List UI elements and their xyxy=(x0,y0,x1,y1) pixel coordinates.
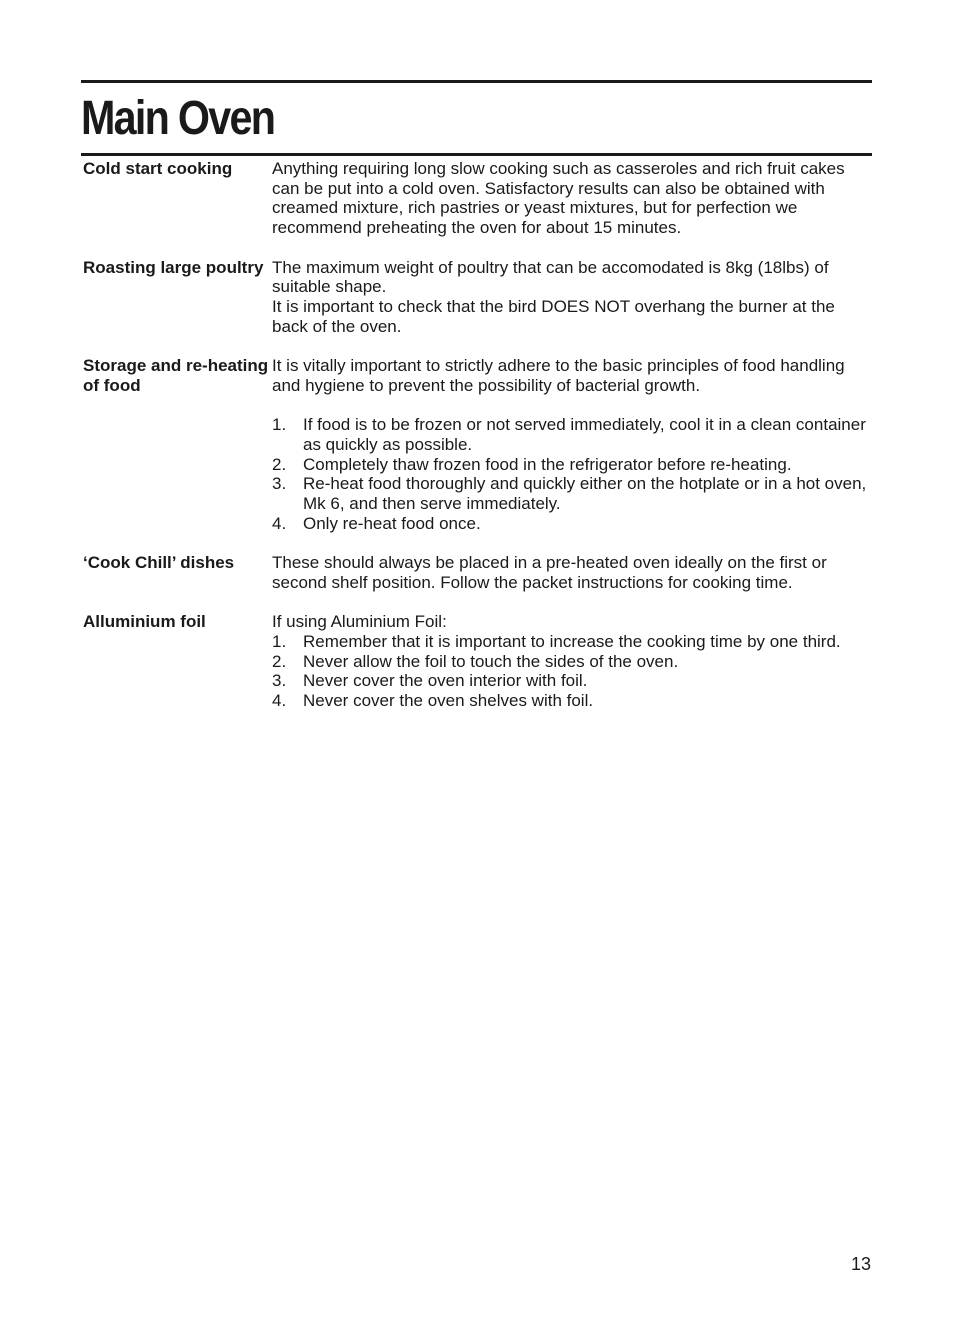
list-text: If food is to be frozen or not served immediately, cool it in a clean container as quickly as possible. xyxy=(303,415,866,454)
paragraph: If using Aluminium Foil: xyxy=(272,612,447,632)
list-text: Remember that it is important to increase the cooking time by one third. xyxy=(303,631,841,651)
list-number: 2. xyxy=(272,651,287,671)
section-label: Roasting large poultry xyxy=(83,257,264,277)
list-item xyxy=(272,652,872,672)
list-text: Only re-heat food once. xyxy=(303,513,481,533)
list-text: Re-heat food thoroughly and quickly either on the hotplate or in a hot oven, Mk 6, and then serve immediately. xyxy=(303,474,867,513)
section-cold-start xyxy=(81,159,872,238)
list-number: 2. xyxy=(272,454,287,474)
section-content xyxy=(272,159,872,238)
list-item xyxy=(272,632,872,652)
section-label: Alluminium foil xyxy=(83,612,206,632)
section-content xyxy=(272,356,872,533)
paragraph: Anything requiring long slow cooking such as casseroles and rich fruit cakes can be put into a cold oven. Satisfactory results can also be obtained with creamed mixture, rich pastries or yeast mixtures, but for perfection we recommend preheating the oven for about 15 minutes. xyxy=(272,159,845,238)
numbered-list xyxy=(272,415,872,533)
section-content xyxy=(272,612,872,711)
section-label: ‘Cook Chill’ dishes xyxy=(83,553,235,572)
list-item xyxy=(272,415,872,454)
page xyxy=(81,80,872,711)
list-text: Never cover the oven interior with foil. xyxy=(303,671,588,691)
list-item xyxy=(272,671,872,691)
section-cook-chill xyxy=(81,553,872,592)
list-number: 4. xyxy=(272,513,287,533)
page-title: Main Oven xyxy=(81,92,275,145)
paragraph: It is vitally important to strictly adhere to the basic principles of food handling and hygiene to prevent the possibility of bacterial growth. xyxy=(272,356,845,395)
list-item xyxy=(272,691,872,711)
section-content xyxy=(272,258,872,337)
list-number: 1. xyxy=(272,631,287,651)
list-item xyxy=(272,455,872,475)
paragraph: These should always be placed in a pre-heated oven ideally on the first or second shelf position. Follow the packet instructions for cooking time. xyxy=(272,553,827,592)
section-label: Cold start cooking xyxy=(83,159,233,178)
list-number: 3. xyxy=(272,474,287,494)
section-storage xyxy=(81,356,872,533)
paragraph: It is important to check that the bird DOES NOT overhang the burner at the back of the oven. xyxy=(272,296,835,336)
section-content xyxy=(272,553,872,592)
list-number: 4. xyxy=(272,690,287,710)
list-item xyxy=(272,474,872,513)
section-roasting xyxy=(81,258,872,337)
list-item xyxy=(272,514,872,534)
list-text: Never cover the oven shelves with foil. xyxy=(303,690,594,710)
list-number: 1. xyxy=(272,415,287,435)
section-label: Storage and re-heating of food xyxy=(83,356,269,395)
page-number: 13 xyxy=(850,1254,871,1274)
list-text: Completely thaw frozen food in the refrigerator before re-heating. xyxy=(303,454,792,474)
numbered-list xyxy=(272,632,872,711)
paragraph: The maximum weight of poultry that can be accomodated is 8kg (18lbs) of suitable shape. xyxy=(272,257,829,297)
list-text: Never allow the foil to touch the sides of the oven. xyxy=(303,651,679,671)
top-rule xyxy=(81,80,872,83)
section-aluminium-foil xyxy=(81,612,872,711)
list-number: 3. xyxy=(272,671,287,691)
